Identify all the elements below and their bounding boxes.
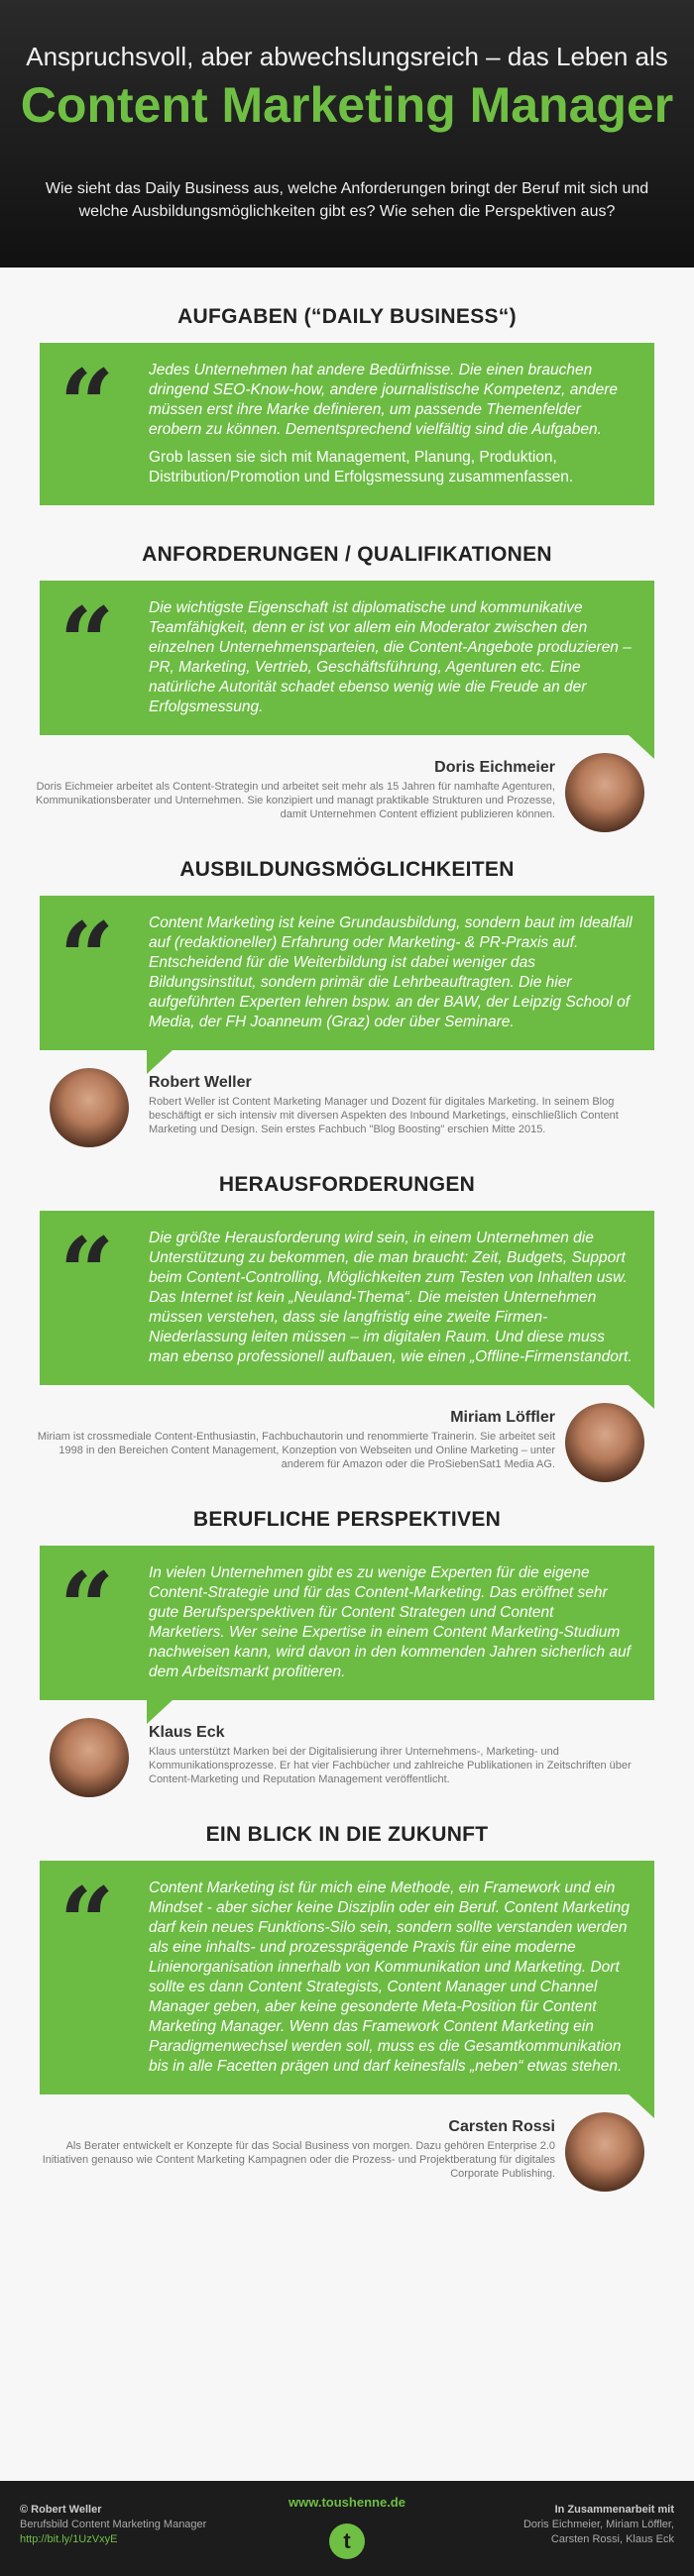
footer-site-link[interactable]: www.toushenne.de (289, 2495, 405, 2510)
footer-subtitle: Berufsbild Content Marketing Manager (20, 2519, 207, 2530)
quote-text: Jedes Unternehmen hat andere Bedürfnisse. Die einen brauchen dringend SEO-Know-how, andere journalistische Kompetenz, andere müssen erst ihre Marke definieren, um passende Themenfelder erobern zu können. Dementsprechend vielfältig sind die Aufgaben. (149, 362, 619, 438)
section-heading: AUFGABEN (“DAILY BUSINESS“) (177, 305, 517, 328)
avatar (565, 2112, 644, 2192)
header-subtitle: Anspruchsvoll, aber abwechslungsreich – das Leben als (26, 42, 668, 71)
author-bio: Robert Weller ist Content Marketing Manager und Dozent für digitales Marketing. In seinem Blog beschäftigt er sich intensiv mit diversen Aspekten des Inbound Marketings, einschließlich Content Marketing und Design. Sein erstes Fachbuch "Blog Boosting" erschien Mitte 2015. (149, 1096, 619, 1135)
main-content (0, 268, 694, 2481)
author-bio: Miriam ist crossmediale Content-Enthusiastin, Fachbuchautorin und renommierte Trainerin. Sie arbeitet seit 1998 in den Bereichen Content Management, Konzeption von Webseiten und Online Marketing – unter anderem für Amazon oder die ProSiebenSat1 Media AG. (37, 1431, 555, 1470)
author-block (37, 1385, 654, 1494)
section-heading: BERUFLICHE PERSPEKTIVEN (192, 1508, 502, 1531)
quote-icon: “ (59, 902, 115, 1014)
section-herausforderungen (37, 1159, 654, 1494)
author-block (40, 1700, 654, 1809)
quote-box (40, 1211, 654, 1385)
quote-icon: “ (59, 1867, 115, 1979)
footer (0, 2481, 694, 2576)
logo-icon: t (329, 2523, 365, 2559)
quote-box (40, 581, 654, 735)
author-block (40, 1050, 654, 1159)
section-heading: HERAUSFORDERUNGEN (218, 1173, 476, 1196)
avatar (50, 1068, 129, 1147)
footer-copyright: © Robert Weller (20, 2504, 102, 2516)
author-name: Klaus Eck (149, 1724, 225, 1741)
footer-link[interactable]: http://bit.ly/1UzVxyE (20, 2533, 118, 2545)
avatar (565, 753, 644, 832)
footer-collab-label: In Zusammenarbeit mit (554, 2504, 674, 2516)
author-name: Robert Weller (149, 1074, 252, 1091)
author-bio: Als Berater entwickelt er Konzepte für das Social Business von morgen. Dazu gehören Enterprise 2.0 Initiativen genauso wie Content Marketing Kampagnen oder die Prozess- und Projektberatung für digitales Corporate Publishing. (42, 2140, 555, 2180)
page-title: Content Marketing Manager (20, 77, 674, 133)
avatar (50, 1718, 129, 1797)
quote-icon: “ (59, 349, 115, 461)
author-name: Doris Eichmeier (434, 759, 555, 776)
quote-box (40, 1546, 654, 1700)
author-block (40, 2094, 654, 2203)
section-heading: ANFORDERUNGEN / QUALIFIKATIONEN (142, 543, 552, 566)
avatar (565, 1403, 644, 1482)
quote-box (40, 896, 654, 1050)
quote-box (40, 1861, 654, 2094)
quote-text: Content Marketing ist für mich eine Methode, ein Framework und ein Mindset - aber sicher keine Disziplin oder ein Beruf. Content Marketing darf kein neues Funktions-Silo sein, sondern sollte verstanden werden als eine inhalts- und prozessprägende Praxis für eine moderne Linienorganisation innerhalb von Kommunikation und Marketing. Dort sollte es dann Content Strategists, Content Manager und Channel Manager geben, aber keine gesonderte Meta-Position für Content Marketing Manager. Wenn das Framework Content Marketing ein Paradigmenwechsel werden soll, muss es die Gesamtkommunikation bis in alle Facetten prägen und darf keinesfalls „neben“ etwas stehen. (149, 1879, 631, 2075)
section-zukunft (40, 1809, 654, 2203)
quote-text-secondary: Grob lassen sie sich mit Management, Planung, Produktion, Distribution/Promotion und Erfolgsmessung zusammenfassen. (149, 449, 574, 485)
quote-text: Die wichtigste Eigenschaft ist diplomatische und kommunikative Teamfähigkeit, denn er ist vor allem ein Moderator zwischen den einzelnen Unternehmensparteien, die Content-Angebote produzieren – PR, Marketing, Vertrieb, Geschäftsführung, Agenturen etc. Eine natürliche Autorität schadet ebenso wenig wie die Freude an der Erfolgsmessung. (149, 599, 632, 715)
author-name: Miriam Löffler (450, 1409, 555, 1426)
quote-icon: “ (59, 587, 115, 698)
quote-text: In vielen Unternehmen gibt es zu wenige Experten für die eigene Content-Strategie und für das Content-Marketing. Das eröffnet sehr gute Berufsperspektiven für Content Strategen und Content Marketiers. Wer seine Expertise in einem Content Marketing-Studium nachweisen kann, wird davon in den kommenden Jahren sicherlich auf dem Arbeitsmarkt profitieren. (149, 1564, 631, 1680)
section-heading: AUSBILDUNGSMÖGLICHKEITEN (179, 858, 515, 881)
author-bio: Klaus unterstützt Marken bei der Digitalisierung ihrer Unternehmens-, Marketing- und Kommunikationsprozesse. Er hat vier Fachbücher und zahlreiche Publikationen in Zeitschriften über Content-Marketing und Reputation Management veröffentlicht. (149, 1746, 632, 1785)
footer-collab-names: Doris Eichmeier, Miriam Löffler, (522, 2519, 674, 2530)
section-aufgaben (40, 291, 654, 505)
header-intro: Wie sieht das Daily Business aus, welche Anforderungen bringt der Beruf mit sich und welche Ausbildungsmöglichkeiten gibt es? Wie sehen die Perspektiven aus? (45, 180, 649, 220)
footer-collab-names-2: Carsten Rossi, Klaus Eck (550, 2533, 674, 2545)
header (0, 0, 694, 268)
author-name: Carsten Rossi (448, 2118, 555, 2135)
quote-text: Content Marketing ist keine Grundausbildung, sondern baut im Idealfall auf (redaktioneller) Erfahrung oder Marketing- & PR-Praxis auf. Entscheidend für die Weiterbildung ist dabei weniger das Bildungsinstitut, sondern primär die Lehrbeauftragten. Die hier aufgeführten Experten lehren bspw. an der BAW, der Leipzig School of Media, der FH Joanneum (Graz) oder über Seminare. (149, 914, 633, 1030)
section-ausbildung (40, 844, 654, 1159)
author-bio: Doris Eichmeier arbeitet als Content-Strategin und arbeitet seit mehr als 15 Jahren für namhafte Agenturen, Kommunikationsberater und Unternehmen. Sie konzipiert und managt praktikable Strukturen und Prozesse, damit Unternehmen Content effizient publizieren können. (35, 781, 555, 820)
quote-box (40, 343, 654, 505)
section-perspektiven (40, 1494, 654, 1809)
quote-text: Die größte Herausforderung wird sein, in einem Unternehmen die Unterstützung zu bekommen, die man braucht: Zeit, Budgets, Support beim Content-Controlling, Möglichkeiten zum Testen von Inhalten usw. Das Internet ist kein „Neuland-Thema“. Die meisten Unternehmen müssen verstehen, dass sie langfristig eine zweite Firmen-Niederlassung leiten müssen – im digitalen Raum. Und diese muss man ebenso professionell aufbauen, wie einen „Offline-Firmenstandort. (149, 1230, 633, 1365)
quote-icon: “ (59, 1552, 115, 1664)
author-block (35, 735, 654, 844)
section-heading: EIN BLICK IN DIE ZUKUNFT (205, 1823, 489, 1846)
quote-icon: “ (59, 1217, 115, 1329)
section-anforderungen (35, 529, 654, 844)
